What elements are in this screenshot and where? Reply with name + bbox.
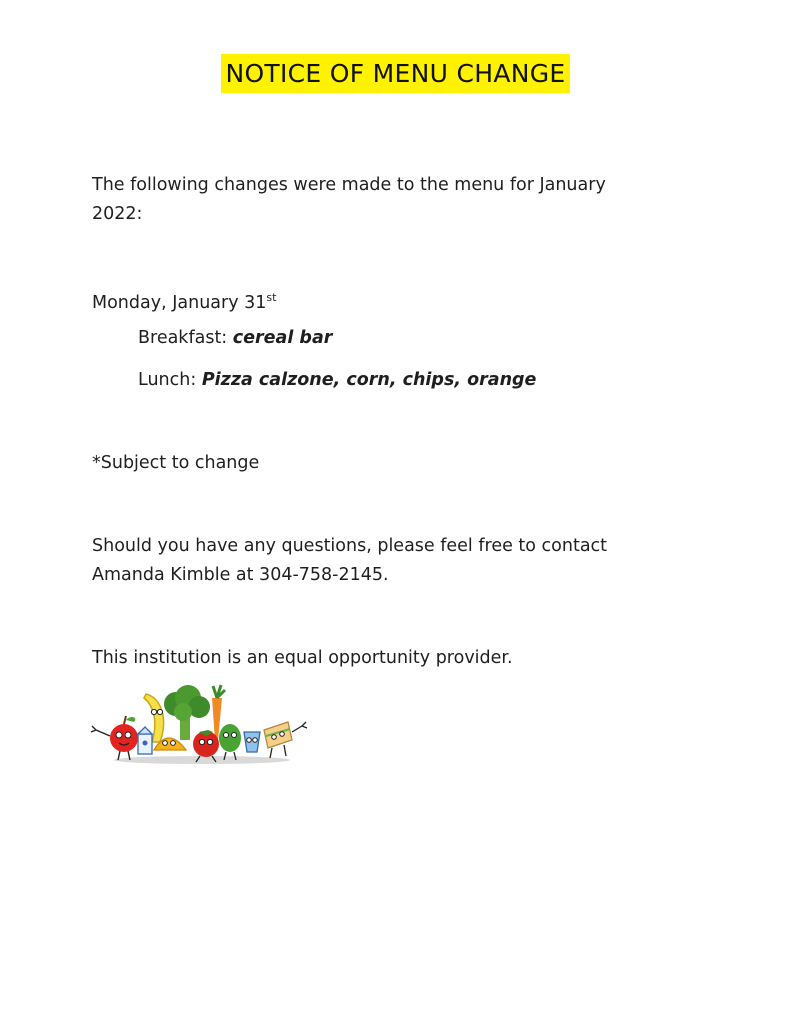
milk-carton-character	[138, 727, 152, 754]
ground-shadow	[114, 756, 290, 764]
breakfast-line	[138, 324, 332, 353]
contact-paragraph	[92, 532, 672, 590]
breakfast-value: cereal bar	[232, 328, 333, 348]
cartoon-food-characters-icon	[88, 680, 312, 766]
pepper-character	[219, 724, 241, 760]
lunch-line	[138, 366, 536, 395]
lunch-value: Pizza calzone, corn, chips, orange	[201, 370, 537, 390]
breakfast-label: Breakfast:	[138, 328, 228, 348]
yogurt-cup-character	[244, 732, 260, 752]
equal-opportunity-statement: This institution is an equal opportunity provider.	[92, 648, 513, 668]
contact-line-2: Amanda Kimble at 304-758-2145.	[92, 565, 389, 585]
intro-line-2: 2022:	[92, 204, 143, 224]
day-heading	[92, 283, 672, 318]
day-suffix: st	[266, 291, 277, 304]
disclaimer-text: *Subject to change	[92, 453, 260, 473]
lunch-label: Lunch:	[138, 370, 197, 390]
intro-line-1: The following changes were made to the menu for January	[92, 175, 606, 195]
intro-paragraph	[92, 171, 672, 229]
apple-character	[91, 716, 138, 760]
contact-line-1: Should you have any questions, please feel free to contact	[92, 536, 608, 556]
sandwich-character	[264, 722, 307, 758]
day-label: Monday, January 31	[92, 293, 267, 313]
title-row	[0, 54, 791, 93]
page-title: NOTICE OF MENU CHANGE	[221, 54, 569, 93]
